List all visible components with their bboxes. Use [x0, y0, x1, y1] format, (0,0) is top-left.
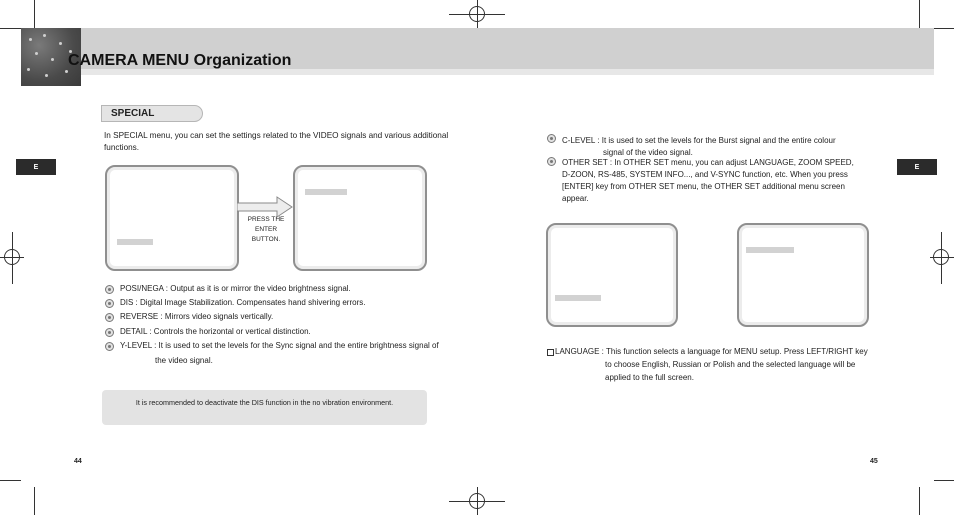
menu-highlight-bar	[305, 189, 347, 195]
bullet-icon	[105, 313, 114, 322]
press-enter-line: ENTER	[254, 226, 278, 233]
clevel-text: C-LEVEL : It is used to set the levels for the Burst signal and the entire colour	[562, 136, 836, 145]
list-item-continuation: the video signal.	[155, 356, 213, 365]
language-line: applied to the full screen.	[605, 373, 694, 382]
clevel-text-continuation: signal of the video signal.	[603, 148, 693, 157]
side-tab-left: E	[16, 159, 56, 175]
bullet-icon	[105, 342, 114, 351]
menu-highlight-bar	[746, 247, 794, 253]
bullet-icon	[547, 157, 556, 166]
screen-special-menu	[105, 165, 239, 271]
list-item: Y-LEVEL : It is used to set the levels for the Sync signal and the entire brightness signal of	[120, 341, 439, 350]
menu-highlight-bar	[117, 239, 153, 245]
otherset-line: appear.	[562, 194, 589, 203]
list-item: DETAIL : Controls the horizontal or vertical distinction.	[120, 327, 311, 336]
language-line: LANGUAGE : This function selects a language for MENU setup. Press LEFT/RIGHT key	[555, 347, 868, 356]
square-bullet-icon	[547, 349, 554, 356]
side-tab-right: E	[897, 159, 937, 175]
section-label-special: SPECIAL	[101, 105, 203, 122]
page-title: CAMERA MENU Organization	[68, 52, 292, 69]
language-line: to choose English, Russian or Polish and the selected language will be	[605, 360, 856, 369]
screen-otherset-menu	[546, 223, 678, 327]
press-enter-line: BUTTON.	[251, 236, 281, 243]
screen-special-submenu	[293, 165, 427, 271]
intro-text	[104, 130, 449, 154]
otherset-line: D-ZOON, RS-485, SYSTEM INFO..., and V-SYNC function, etc. When you press	[562, 170, 848, 179]
intro-line: In SPECIAL menu, you can set the settings related to the VIDEO signals and various additional	[104, 131, 449, 140]
press-enter-line: PRESS THE	[247, 216, 285, 223]
otherset-line: OTHER SET : In OTHER SET menu, you can adjust LANGUAGE, ZOOM SPEED,	[562, 158, 854, 167]
list-item: DIS : Digital Image Stabilization. Compensates hand shivering errors.	[120, 298, 366, 307]
press-enter-label	[236, 215, 296, 245]
screen-otherset-submenu	[737, 223, 869, 327]
page-number-right: 45	[870, 458, 878, 465]
note-text: It is recommended to deactivate the DIS function in the no vibration environment.	[135, 398, 394, 407]
bullet-icon	[105, 328, 114, 337]
intro-line: functions.	[104, 143, 140, 152]
list-item: POSI/NEGA : Output as it is or mirror the video brightness signal.	[120, 284, 351, 293]
bullet-icon	[105, 285, 114, 294]
note-box	[102, 390, 427, 425]
list-item: REVERSE : Mirrors video signals vertically.	[120, 312, 274, 321]
bullet-icon	[105, 299, 114, 308]
bullet-icon	[547, 134, 556, 143]
menu-highlight-bar	[555, 295, 601, 301]
page-number-left: 44	[74, 458, 82, 465]
otherset-line: [ENTER] key from OTHER SET menu, the OTHER SET additional menu screen	[562, 182, 845, 191]
